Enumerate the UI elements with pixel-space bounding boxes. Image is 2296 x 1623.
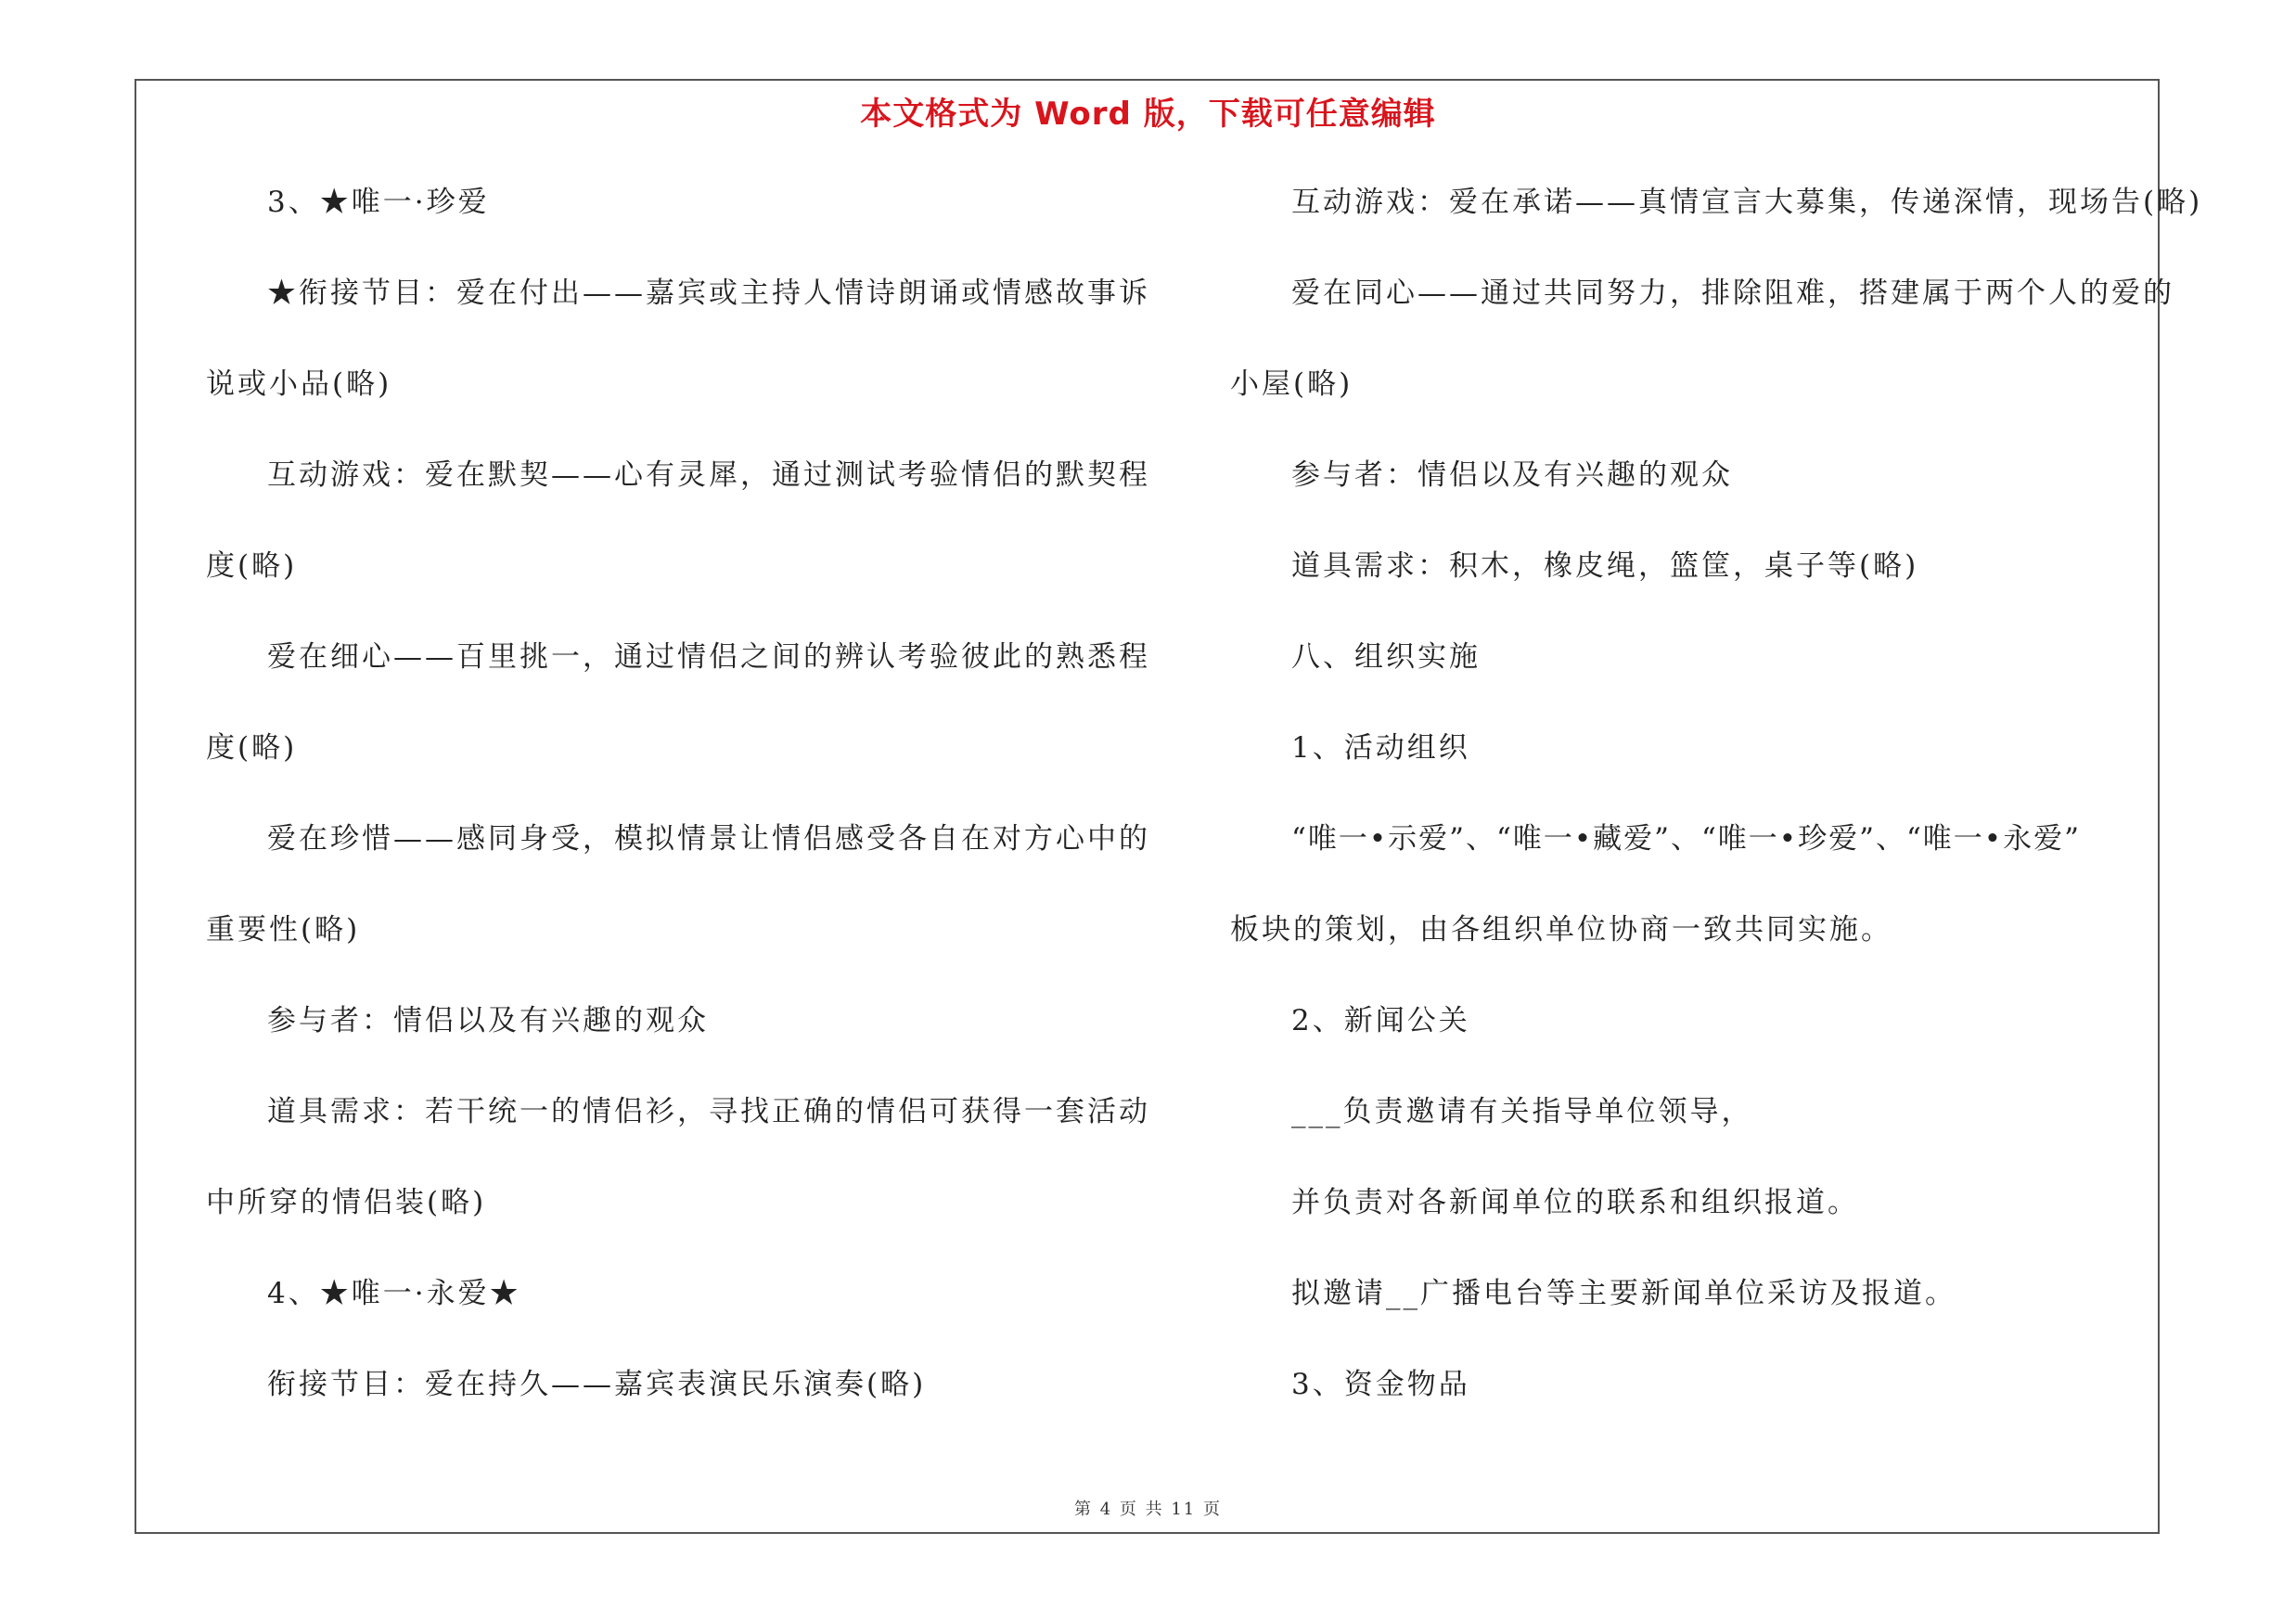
paragraph-line: ___负责邀请有关指导单位领导， xyxy=(1291,1095,1753,1128)
paragraph-line: 爱在细心——百里挑一，通过情侣之间的辨认考验彼此的熟悉程 xyxy=(267,640,1150,674)
paragraph-line: 并负责对各新闻单位的联系和组织报道。 xyxy=(1291,1186,1859,1219)
subsection-heading: 1、活动组织 xyxy=(1291,731,1470,765)
paragraph-line: 重要性(略) xyxy=(206,913,361,947)
paragraph-line: 说或小品(略) xyxy=(206,367,392,401)
paragraph-line: 度(略) xyxy=(206,549,298,583)
paragraph-line: 参与者：情侣以及有兴趣的观众 xyxy=(267,1004,709,1037)
subsection-heading: 2、新闻公关 xyxy=(1291,1004,1470,1037)
page-number-footer: 第 4 页 共 11 页 xyxy=(1074,1500,1222,1519)
paragraph-line: 度(略) xyxy=(206,731,298,765)
subsection-heading: 3、资金物品 xyxy=(1291,1368,1470,1401)
paragraph-line: 拟邀请__广播电台等主要新闻单位采访及报道。 xyxy=(1291,1277,1956,1310)
paragraph-line: 道具需求：积木，橡皮绳，篮筐，桌子等(略) xyxy=(1291,549,1919,583)
paragraph-line: 板块的策划，由各组织单位协商一致共同实施。 xyxy=(1230,913,1892,947)
paragraph-line: 互动游戏：爱在承诺——真情宣言大募集，传递深情，现场告(略) xyxy=(1291,186,2203,219)
paragraph-line: 道具需求：若干统一的情侣衫，寻找正确的情侣可获得一套活动 xyxy=(267,1095,1150,1128)
paragraph-line: ★衔接节目：爱在付出——嘉宾或主持人情诗朗诵或情感故事诉 xyxy=(267,277,1150,310)
format-notice-banner: 本文格式为 Word 版，下载可任意编辑 xyxy=(860,96,1436,133)
paragraph-line: 参与者：情侣以及有兴趣的观众 xyxy=(1291,458,1733,492)
paragraph-line: 衔接节目：爱在持久——嘉宾表演民乐演奏(略) xyxy=(267,1368,927,1401)
paragraph-line: 爱在珍惜——感同身受，模拟情景让情侣感受各自在对方心中的 xyxy=(267,822,1150,856)
paragraph-line: 互动游戏：爱在默契——心有灵犀，通过测试考验情侣的默契程 xyxy=(267,458,1150,492)
section-heading: 八、组织实施 xyxy=(1291,640,1481,674)
section-heading: 4、★唯一·永爱★ xyxy=(267,1277,521,1310)
paragraph-line: “唯一•示爱”、“唯一•藏爱”、“唯一•珍爱”、“唯一•永爱” xyxy=(1291,822,2081,856)
paragraph-line: 小屋(略) xyxy=(1230,367,1353,401)
paragraph-line: 爱在同心——通过共同努力，排除阻难，搭建属于两个人的爱的 xyxy=(1291,277,2174,310)
section-heading: 3、★唯一·珍爱 xyxy=(267,186,490,219)
paragraph-line: 中所穿的情侣装(略) xyxy=(206,1186,487,1219)
